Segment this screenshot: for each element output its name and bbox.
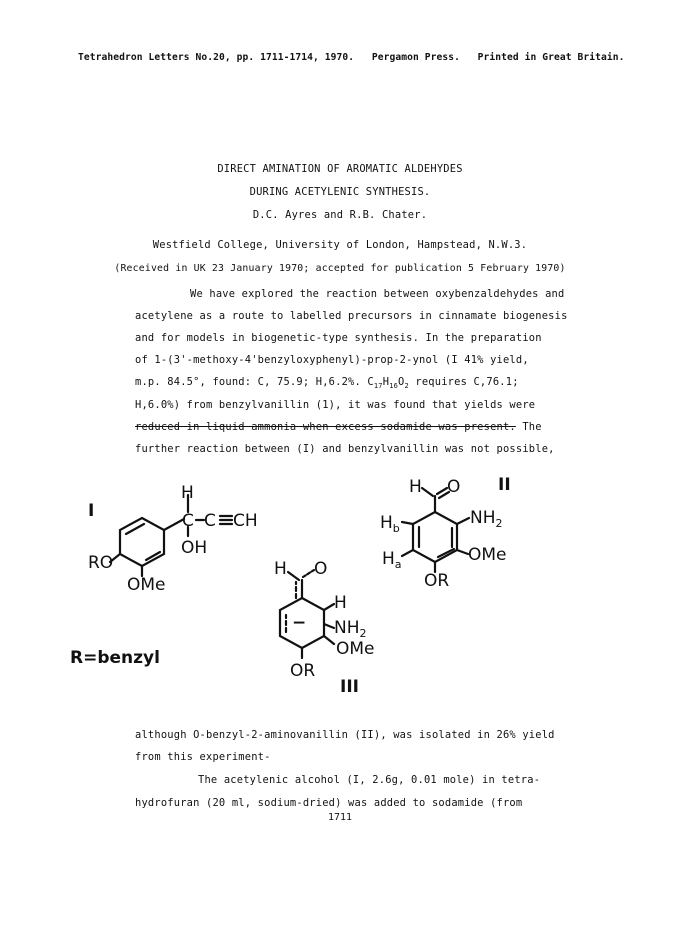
para1-line-5-d: requires C,76.1; [408, 376, 519, 388]
atom-C2-I: C [204, 511, 216, 531]
para1-line-7-end: The [515, 421, 542, 433]
group-OMe-II: OMe [468, 545, 507, 565]
para1-line-6: H,6.0%) from benzylvanillin (1), it was found that yields were [135, 399, 536, 411]
running-header [78, 52, 625, 63]
structure-II-ring [402, 488, 469, 572]
label-I: I [88, 501, 95, 521]
atom-Hb-II: $H_b$ [380, 513, 400, 535]
group-NH2-II: $NH_2$ [470, 508, 503, 530]
para2-line-4: hydrofuran (20 ml, sodium-dried) was added to sodamide (from [135, 797, 523, 809]
sub-17: 17 [373, 382, 383, 391]
atom-O-II: O [447, 477, 461, 497]
sub-16: 16 [389, 382, 399, 391]
sub-2: 2 [404, 382, 409, 391]
journal-citation: Tetrahedron Letters No.20, pp. 1711-1714, 1970. [78, 52, 355, 63]
group-OR-III: OR [290, 661, 316, 681]
affiliation: Westfield College, University of London, Hampstead, N.W.3. [152, 239, 528, 251]
atom-O-III: O [314, 559, 328, 579]
group-NH2-III: $NH_2$ [334, 618, 367, 640]
received-dates: (Received in UK 23 January 1970; accepted for publication 5 February 1970) [114, 263, 566, 274]
group-OMe-III: OMe [336, 639, 375, 659]
para1-line-7 [135, 421, 542, 433]
para1-line-4: of 1-(3'-methoxy-4'benzyloxyphenyl)-prop-2-ynol (I 41% yield, [135, 354, 529, 366]
para1-line-3: and for models in biogenetic-type synthesis. In the preparation [135, 332, 542, 344]
structure-III-ring [280, 570, 334, 658]
para1-line-5-c: O [398, 376, 405, 388]
publisher: Pergamon Press. [371, 52, 460, 63]
atom-C-I: C [182, 511, 194, 531]
negative-charge: − [292, 613, 307, 633]
atom-H-II: H [409, 477, 422, 497]
authors: D.C. Ayres and R.B. Chater. [252, 209, 428, 221]
title-line-1: DIRECT AMINATION OF AROMATIC ALDEHYDES [217, 163, 463, 175]
printed-in: Printed in Great Britain. [477, 52, 625, 63]
para1-line-8: further reaction between (I) and benzylvanillin was not possible, [135, 443, 555, 455]
group-OMe-I: OMe [127, 575, 166, 595]
para2-line-2: from this experiment- [135, 751, 271, 763]
struck-text: reduced in liquid ammonia when excess sodamide was present. [135, 421, 516, 433]
para1-line-5 [135, 376, 519, 390]
label-III: III [340, 677, 359, 697]
label-II: II [498, 475, 511, 495]
atom-H-III: H [274, 559, 287, 579]
para1-line-5-b: H [382, 376, 390, 388]
r-group-definition: R=benzyl [70, 648, 160, 668]
atom-H-I: H [181, 483, 194, 503]
atom-H2-III: H [334, 593, 347, 613]
atom-CH-I: CH [233, 511, 258, 531]
para1-line-1: We have explored the reaction between oxybenzaldehydes and [190, 288, 565, 300]
para2-line-1: although O-benzyl-2-aminovanillin (II), was isolated in 26% yield [135, 729, 555, 741]
group-OR-II: OR [424, 571, 450, 591]
chemical-structures-figure [0, 470, 680, 710]
atom-Ha-II: $H_a$ [382, 549, 402, 571]
title-line-2: DURING ACETYLENIC SYNTHESIS. [249, 186, 431, 198]
para1-line-5-a: m.p. 84.5°, found: C, 75.9; H,6.2%. C [135, 376, 374, 388]
para2-line-3: The acetylenic alcohol (I, 2.6g, 0.01 mole) in tetra- [198, 774, 541, 786]
page-number: 1711 [327, 812, 353, 823]
para1-line-2: acetylene as a route to labelled precursors in cinnamate biogenesis [135, 310, 568, 322]
atom-OH-I: OH [181, 538, 208, 558]
group-RO-I: RO [88, 553, 114, 573]
structure-I-ring [110, 495, 232, 576]
